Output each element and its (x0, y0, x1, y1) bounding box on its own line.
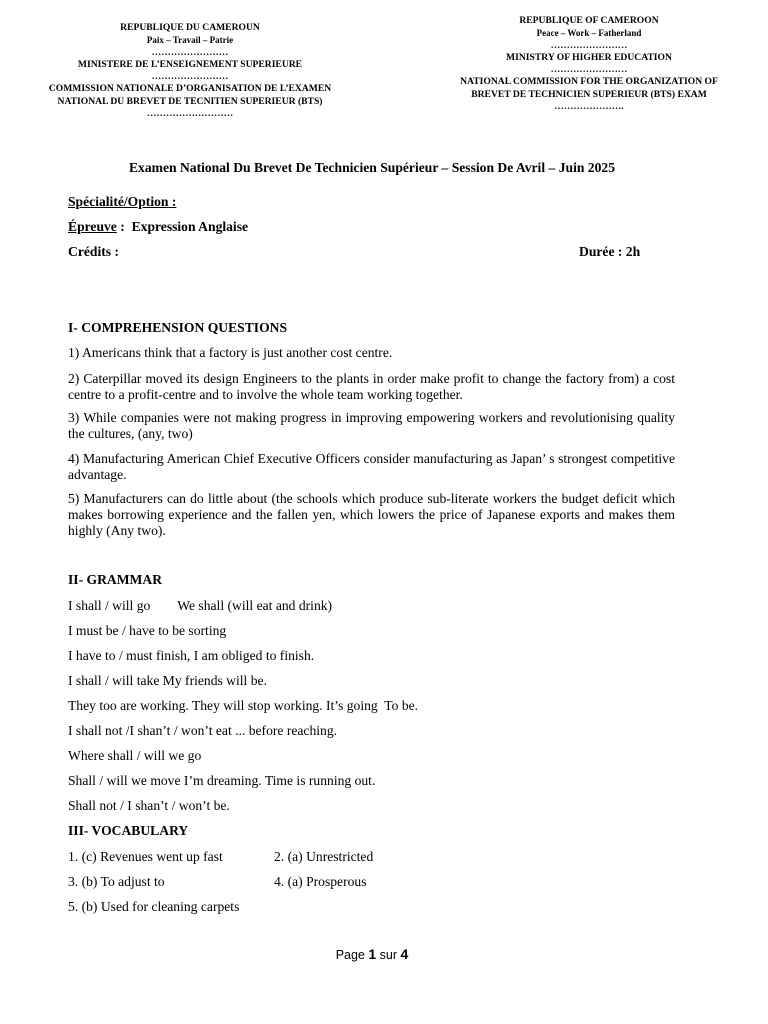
page-number (0, 946, 744, 962)
page-word: Page (335, 948, 365, 962)
vocabulary-item: 1. (c) Revenues went up fast (68, 849, 223, 864)
comprehension-answer: 5) Manufacturers can do little about (the schools which produce sub-literate workers the budget deficit which makes borrowing experience and the fallen yen, which lowers the price of Japanese exports and makes them highly (Any two). (68, 491, 675, 538)
ministry-en: MINISTRY OF HIGHER EDUCATION (506, 51, 672, 63)
country-fr: REPUBLIQUE DU CAMEROUN (120, 22, 260, 33)
epreuve-value: Expression Anglaise (131, 219, 249, 234)
vocabulary-item: 5. (b) Used for cleaning carpets (68, 899, 240, 914)
vocabulary-item: 2. (a) Unrestricted (274, 849, 374, 864)
commission-fr-line1: COMMISSION NATIONALE D’ORGANISATION DE L’EXAMEN (48, 83, 332, 95)
motto-fr: Paix – Travail – Patrie (146, 35, 234, 46)
separator: …………………. (554, 101, 624, 113)
duration: Durée : 2h (579, 244, 641, 259)
motto-en: Peace – Work – Fatherland (536, 28, 642, 39)
header-right (438, 15, 740, 113)
grammar-line: I must be / have to be sorting (68, 623, 227, 638)
exam-title: Examen National Du Brevet De Technicien Supérieur – Session De Avril – Juin 2025 (128, 160, 615, 175)
separator: …………………… (151, 46, 229, 58)
separator: ……………………… (146, 108, 234, 120)
grammar-line: I shall / will go We shall (will eat and drink) (68, 598, 333, 613)
of-word: sur (379, 948, 398, 962)
comprehension-answer: 3) While companies were not making progress in improving empowering workers and revolutionising quality the cultures, (any, two) (68, 410, 675, 441)
header-left (30, 22, 350, 120)
comprehension-answer: 4) Manufacturing American Chief Executive Officers consider manufacturing as Japan’ s strongest competitive advantage. (68, 451, 675, 482)
specialite-label: Spécialité/Option : (68, 194, 177, 209)
comprehension-answer: 2) Caterpillar moved its design Engineers to the plants in order make profit to change the factory from) a cost centre to a profit-centre and to involve the whole team working together. (68, 371, 675, 402)
separator: …………………… (550, 39, 628, 51)
epreuve-label: Épreuve (68, 219, 117, 234)
grammar-title: II- GRAMMAR (68, 572, 163, 587)
total-pages: 4 (400, 946, 409, 962)
comprehension-answer: 1) Americans think that a factory is just another cost centre. (68, 345, 393, 360)
epreuve-separator: : (116, 219, 132, 234)
vocabulary-item: 4. (a) Prosperous (274, 874, 367, 889)
current-page: 1 (368, 946, 377, 962)
grammar-line: I shall not /I shan’t / won’t eat ... before reaching. (68, 723, 338, 738)
separator: …………………… (151, 71, 229, 83)
commission-en-line1: NATIONAL COMMISSION FOR THE ORGANIZATION OF (460, 76, 718, 88)
grammar-line: I have to / must finish, I am obliged to finish. (68, 648, 315, 663)
country-en: REPUBLIQUE OF CAMEROON (519, 15, 659, 26)
ministry-fr: MINISTERE DE L’ENSEIGNEMENT SUPERIEURE (77, 58, 303, 70)
commission-fr-line2: NATIONAL DU BREVET DE TECNITIEN SUPERIEUR (BTS) (57, 95, 323, 107)
commission-en-line2: BREVET DE TECHNICIEN SUPERIEUR (BTS) EXAM (471, 88, 707, 100)
grammar-line: Shall / will we move I’m dreaming. Time is running out. (68, 773, 376, 788)
grammar-line: I shall / will take My friends will be. (68, 673, 267, 688)
comprehension-title: I- COMPREHENSION QUESTIONS (68, 320, 288, 335)
epreuve-field (68, 219, 248, 235)
grammar-line: Where shall / will we go (68, 748, 202, 763)
vocabulary-title: III- VOCABULARY (68, 823, 189, 838)
credits-label: Crédits : (68, 244, 119, 259)
grammar-line: Shall not / I shan’t / won’t be. (68, 798, 230, 813)
grammar-line: They too are working. They will stop working. It’s going To be. (68, 698, 419, 713)
separator: …………………… (550, 64, 628, 76)
vocabulary-item: 3. (b) To adjust to (68, 874, 165, 889)
